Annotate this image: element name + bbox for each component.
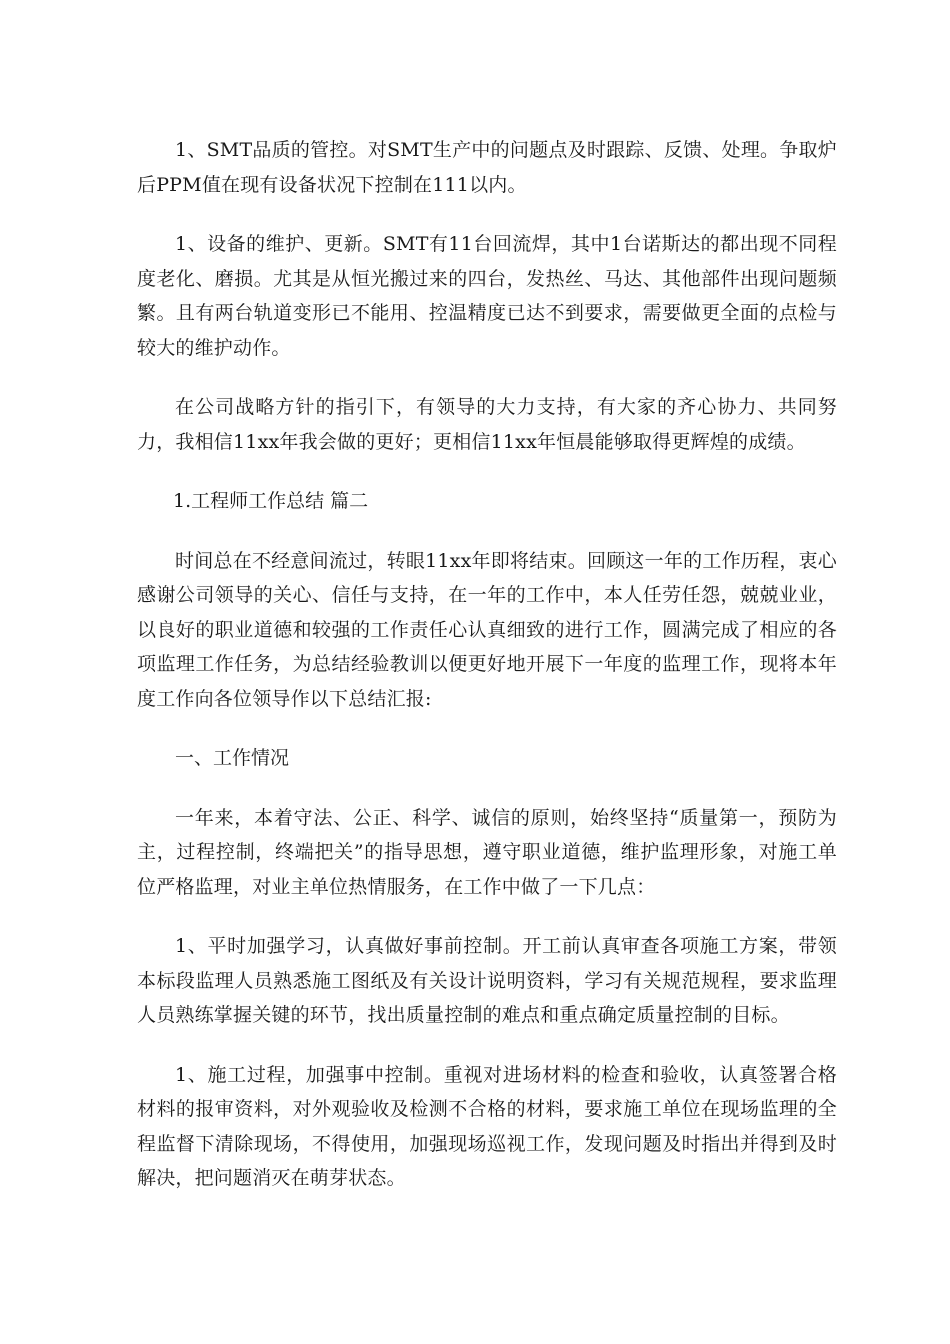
paragraph-principles: 一年来，本着守法、公正、科学、诚信的原则，始终坚持“质量第一，预防为主，过程控制，终端把关”的指导思想，遵守职业道德，维护监理形象，对施工单位严格监理，对业主单位热情服务，在工作中做了一下几点： xyxy=(137,806,837,898)
paragraph-outlook: 在公司战略方针的指引下，有领导的大力支持，有大家的齐心协力、共同努力，我相信11xx年我会做的更好；更相信11xx年恒晨能够取得更辉煌的成绩。 xyxy=(137,396,837,453)
paragraph-equipment-maintenance: 1、设备的维护、更新。SMT有11台回流焊，其中1台诺斯达的都出现不同程度老化、磨损。尤其是从恒光搬过来的四台，发热丝、马达、其他部件出现问题频繁。且有两台轨道变形已不能用、控温精度已达不到要求，需要做更全面的点检与较大的维护动作。 xyxy=(137,233,837,359)
subheading-work-status: 一、工作情况 xyxy=(175,747,290,769)
paragraph-pre-control: 1、平时加强学习，认真做好事前控制。开工前认真审查各项施工方案，带领本标段监理人员熟悉施工图纸及有关设计说明资料，学习有关规范规程，要求监理人员熟练掌握关键的环节，找出质量控制的难点和重点确定质量控制的目标。 xyxy=(137,935,837,1026)
paragraph-smt-quality: 1、SMT品质的管控。对SMT生产中的问题点及时跟踪、反馈、处理。争取炉后PPM值在现有设备状况下控制在111以内。 xyxy=(137,139,837,196)
document-body xyxy=(137,133,837,1221)
section-title: 1.工程师工作总结 篇二 xyxy=(173,490,369,512)
paragraph-intro: 时间总在不经意间流过，转眼11xx年即将结束。回顾这一年的工作历程，衷心感谢公司领导的关心、信任与支持，在一年的工作中，本人任劳任怨，兢兢业业，以良好的职业道德和较强的工作责任心认真细致的进行工作，圆满完成了相应的各项监理工作任务，为总结经验教训以便更好地开展下一年度的监理工作，现将本年度工作向各位领导作以下总结汇报: xyxy=(137,549,837,710)
paragraph-process-control: 1、施工过程，加强事中控制。重视对进场材料的检查和验收，认真签署合格材料的报审资料，对外观验收及检测不合格的材料，要求施工单位在现场监理的全程监督下清除现场，不得使用，加强现场巡视工作，发现问题及时指出并得到及时解决，把问题消灭在萌芽状态。 xyxy=(137,1063,837,1189)
